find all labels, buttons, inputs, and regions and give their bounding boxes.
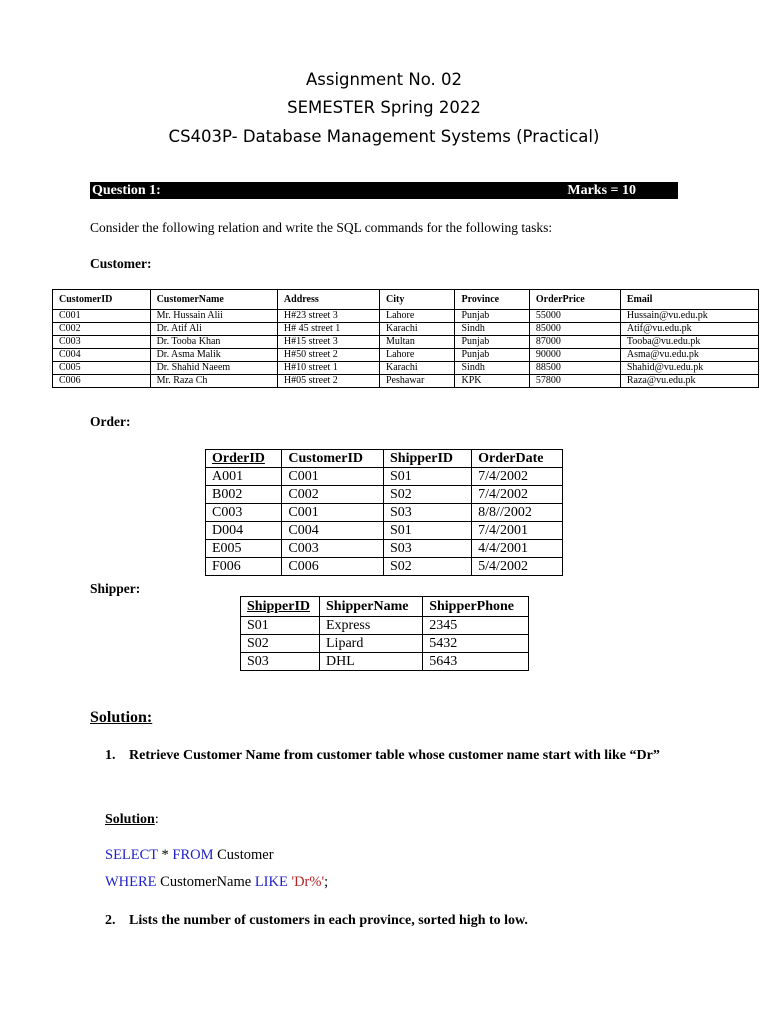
table-cell: Mr. Raza Ch [150, 375, 277, 388]
table-cell: C003 [282, 540, 384, 558]
table-cell: S01 [241, 617, 320, 635]
table-cell: E005 [206, 540, 282, 558]
solution-label: Solution [105, 812, 155, 827]
sql-text: ; [324, 874, 329, 890]
table-cell: H#23 street 3 [277, 310, 379, 323]
sql-keyword: WHERE [105, 874, 157, 890]
table-cell: S02 [384, 558, 472, 576]
table-cell: 5/4/2002 [472, 558, 563, 576]
table-cell: 7/4/2001 [472, 522, 563, 540]
table-row [206, 540, 563, 558]
semester-title: SEMESTER Spring 2022 [287, 98, 481, 117]
table-cell: S02 [241, 635, 320, 653]
table-cell: S03 [384, 504, 472, 522]
task-text: Lists the number of customers in each province, sorted high to low. [129, 913, 528, 928]
table-cell: 87000 [529, 336, 620, 349]
table-cell: Dr. Shahid Naeem [150, 362, 277, 375]
question-bar [90, 182, 678, 199]
table-row [53, 336, 759, 349]
marks-label: Marks = 10 [567, 182, 636, 198]
sql-string: 'Dr%' [287, 874, 325, 890]
table-cell: S02 [384, 486, 472, 504]
customer-col-header: City [379, 290, 455, 310]
table-cell: Punjab [455, 336, 529, 349]
table-cell: 7/4/2002 [472, 486, 563, 504]
table-cell: C001 [282, 504, 384, 522]
table-row [206, 486, 563, 504]
table-cell: C003 [53, 336, 151, 349]
shipper-col-header: ShipperName [320, 597, 423, 617]
task-text: Retrieve Customer Name from customer table whose customer name start with like “Dr” [129, 748, 660, 763]
table-cell: Karachi [379, 362, 455, 375]
table-cell: Dr. Atif Ali [150, 323, 277, 336]
table-cell: S03 [384, 540, 472, 558]
table-cell: 85000 [529, 323, 620, 336]
intro-text: Consider the following relation and write the SQL commands for the following tasks: [90, 220, 553, 235]
table-cell: 5643 [423, 653, 529, 671]
table-cell: C004 [53, 349, 151, 362]
table-row [206, 558, 563, 576]
table-cell: 7/4/2002 [472, 468, 563, 486]
order-col-header: OrderID [206, 450, 282, 468]
table-cell: Lipard [320, 635, 423, 653]
table-cell: 4/4/2001 [472, 540, 563, 558]
customer-col-header: Province [455, 290, 529, 310]
table-cell: H#50 street 2 [277, 349, 379, 362]
customer-col-header: CustomerName [150, 290, 277, 310]
table-cell: H#05 street 2 [277, 375, 379, 388]
table-cell: C001 [282, 468, 384, 486]
order-header-row [206, 450, 563, 468]
order-col-header: ShipperID [384, 450, 472, 468]
customer-col-header: OrderPrice [529, 290, 620, 310]
table-row [241, 635, 529, 653]
customer-header-row [53, 290, 759, 310]
task-1-solution-label [105, 812, 159, 828]
course-title: CS403P- Database Management Systems (Practical) [168, 127, 600, 146]
table-cell: Sindh [455, 362, 529, 375]
table-row [206, 504, 563, 522]
assignment-title: Assignment No. 02 [305, 70, 463, 89]
table-cell: H#10 street 1 [277, 362, 379, 375]
order-label: Order: [90, 414, 131, 429]
table-cell: C004 [282, 522, 384, 540]
table-row [206, 522, 563, 540]
table-cell: Hussain@vu.edu.pk [620, 310, 758, 323]
table-cell: C005 [53, 362, 151, 375]
table-cell: KPK [455, 375, 529, 388]
table-cell: Sindh [455, 323, 529, 336]
table-cell: C003 [206, 504, 282, 522]
table-row [241, 653, 529, 671]
customer-table [52, 289, 759, 388]
task-2 [105, 908, 685, 933]
table-cell: 8/8//2002 [472, 504, 563, 522]
table-row [206, 468, 563, 486]
table-cell: 2345 [423, 617, 529, 635]
customer-col-header: Address [277, 290, 379, 310]
sql-line-2 [105, 874, 328, 891]
solution-heading: Solution: [90, 709, 153, 726]
table-cell: 90000 [529, 349, 620, 362]
table-cell: Express [320, 617, 423, 635]
table-cell: S01 [384, 468, 472, 486]
table-cell: Punjab [455, 310, 529, 323]
sql-text: * [157, 847, 173, 863]
table-cell: C001 [53, 310, 151, 323]
shipper-col-header: ShipperPhone [423, 597, 529, 617]
table-cell: 57800 [529, 375, 620, 388]
table-row [53, 362, 759, 375]
table-cell: Lahore [379, 310, 455, 323]
sql-line-1 [105, 847, 274, 864]
table-cell: S01 [384, 522, 472, 540]
table-cell: Peshawar [379, 375, 455, 388]
solution-colon: : [154, 812, 159, 827]
task-number: 1. [105, 748, 116, 763]
table-row [53, 349, 759, 362]
order-col-header: OrderDate [472, 450, 563, 468]
table-row [53, 323, 759, 336]
table-cell: H# 45 street 1 [277, 323, 379, 336]
sql-keyword: LIKE [254, 874, 288, 890]
table-cell: Shahid@vu.edu.pk [620, 362, 758, 375]
table-cell: C006 [282, 558, 384, 576]
table-cell: 55000 [529, 310, 620, 323]
table-row [53, 310, 759, 323]
table-cell: B002 [206, 486, 282, 504]
table-cell: F006 [206, 558, 282, 576]
table-cell: S03 [241, 653, 320, 671]
sql-keyword: FROM [172, 847, 214, 863]
table-cell: D004 [206, 522, 282, 540]
table-cell: Multan [379, 336, 455, 349]
table-cell: C006 [53, 375, 151, 388]
table-cell: 5432 [423, 635, 529, 653]
table-cell: Atif@vu.edu.pk [620, 323, 758, 336]
table-cell: Karachi [379, 323, 455, 336]
table-cell: Punjab [455, 349, 529, 362]
customer-col-header: Email [620, 290, 758, 310]
customer-col-header: CustomerID [53, 290, 151, 310]
table-cell: Raza@vu.edu.pk [620, 375, 758, 388]
table-row [241, 617, 529, 635]
customer-label: Customer: [90, 256, 152, 271]
task-number: 2. [105, 913, 116, 928]
table-cell: 88500 [529, 362, 620, 375]
order-col-header: CustomerID [282, 450, 384, 468]
table-cell: Dr. Tooba Khan [150, 336, 277, 349]
table-row [53, 375, 759, 388]
table-cell: H#15 street 3 [277, 336, 379, 349]
order-table [205, 449, 563, 576]
sql-keyword: SELECT [105, 847, 158, 863]
table-cell: C002 [282, 486, 384, 504]
table-cell: DHL [320, 653, 423, 671]
task-1 [105, 743, 685, 768]
sql-text: CustomerName [156, 874, 255, 890]
table-cell: Lahore [379, 349, 455, 362]
table-cell: Dr. Asma Malik [150, 349, 277, 362]
table-cell: Mr. Hussain Alii [150, 310, 277, 323]
table-cell: A001 [206, 468, 282, 486]
shipper-header-row [241, 597, 529, 617]
sql-text: Customer [213, 847, 274, 863]
table-cell: Asma@vu.edu.pk [620, 349, 758, 362]
shipper-col-header: ShipperID [241, 597, 320, 617]
table-cell: C002 [53, 323, 151, 336]
shipper-label: Shipper: [90, 581, 141, 596]
table-cell: Tooba@vu.edu.pk [620, 336, 758, 349]
shipper-table [240, 596, 529, 671]
question-label: Question 1: [92, 182, 161, 198]
